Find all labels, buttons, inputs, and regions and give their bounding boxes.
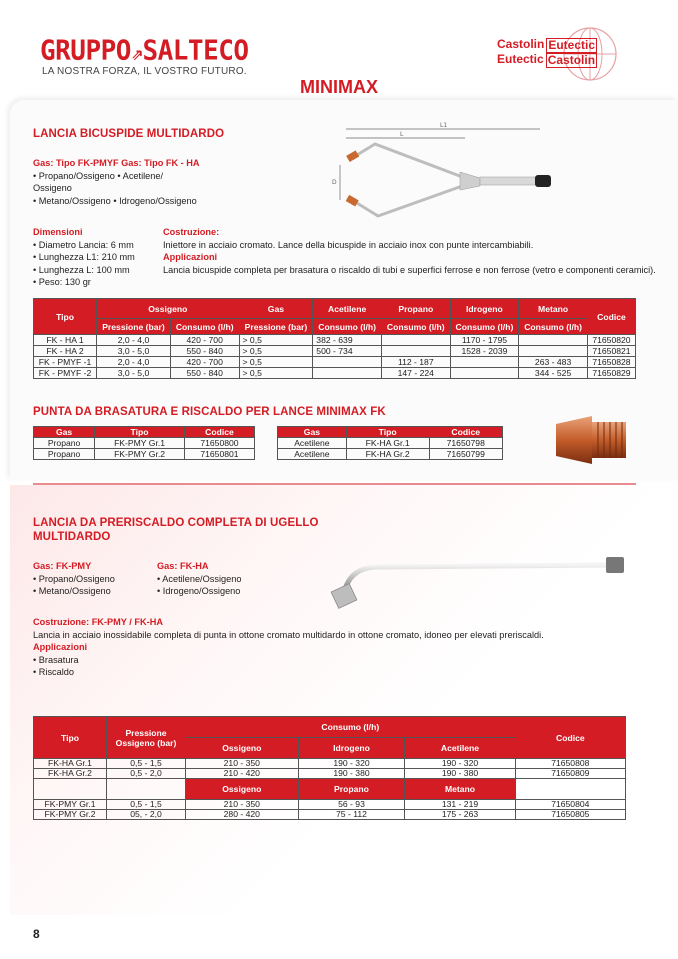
s1-appl-text: Lancia bicuspide completa per brasatura o riscaldo di tubi e superfici ferrose e non ferrose (vetro e componenti ceramici). xyxy=(163,264,656,275)
s3-gas1-item-1: • Propano/Ossigeno xyxy=(33,573,115,584)
cell: 131 - 219 xyxy=(405,800,515,810)
cell: 420 - 700 xyxy=(170,335,239,346)
cell: FK-PMY Gr.2 xyxy=(34,810,107,820)
cell: 210 - 420 xyxy=(186,769,299,779)
cell: 71650828 xyxy=(587,357,635,368)
table-row xyxy=(34,810,626,820)
table-row xyxy=(34,368,636,379)
cell: FK-HA Gr.1 xyxy=(346,438,429,449)
title-line-2: MULTIDARDO xyxy=(33,531,111,543)
cell: 382 - 639 xyxy=(313,335,382,346)
cell: 550 - 840 xyxy=(170,346,239,357)
cell xyxy=(519,346,588,357)
s1-costr-text: Iniettore in acciaio cromato. Lance della bicuspide in acciaio inox con punte intercambiabili. xyxy=(163,239,534,250)
cell xyxy=(381,335,450,346)
cell: > 0,5 xyxy=(239,335,313,346)
s1-dim-1: • Diametro Lancia: 6 mm xyxy=(33,239,134,250)
s3-appl-item-2: • Riscaldo xyxy=(33,667,75,678)
cell: 71650809 xyxy=(515,769,625,779)
th-propano: Propano xyxy=(298,779,405,800)
s1-gas-line: Gas: Tipo FK-PMYF Gas: Tipo FK - HA xyxy=(33,158,200,168)
th-sub-2: Consumo (l/h) xyxy=(170,319,239,335)
cell: FK - HA 2 xyxy=(34,346,97,357)
table-row xyxy=(34,357,636,368)
th-propano: Propano xyxy=(381,299,450,319)
th-acetilene: Acetilene xyxy=(405,738,515,759)
cell-empty xyxy=(34,779,107,800)
cell: FK-PMY Gr.1 xyxy=(95,438,185,449)
cell: 0,5 - 2,0 xyxy=(107,769,186,779)
cell xyxy=(313,357,382,368)
brand-castolin-2: Castolin xyxy=(547,53,596,67)
cell: 1528 - 2039 xyxy=(450,346,519,357)
cell: 280 - 420 xyxy=(186,810,299,820)
cell: 190 - 380 xyxy=(405,769,515,779)
cell: 190 - 380 xyxy=(298,769,405,779)
cell: 210 - 350 xyxy=(186,759,299,769)
cell: 190 - 320 xyxy=(405,759,515,769)
table-bicuspide xyxy=(33,298,636,379)
cell: 71650798 xyxy=(429,438,503,449)
cell: 147 - 224 xyxy=(381,368,450,379)
cell: 56 - 93 xyxy=(298,800,405,810)
th-metano: Metano xyxy=(519,299,588,319)
dim-l-label: L xyxy=(400,131,404,138)
cell: Propano xyxy=(34,438,95,449)
brand-eutectic: Eutectic xyxy=(548,38,596,52)
tagline: LA NOSTRA FORZA, IL VOSTRO FUTURO. xyxy=(42,66,247,77)
cell: FK-HA Gr.2 xyxy=(346,449,429,460)
th-metano: Metano xyxy=(405,779,515,800)
table-row xyxy=(34,335,636,346)
th-sub-6: Consumo (l/h) xyxy=(450,319,519,335)
th-gas: Gas xyxy=(278,427,347,438)
cell: FK - PMYF -1 xyxy=(34,357,97,368)
th-codice: Codice xyxy=(587,299,635,335)
cell-empty xyxy=(515,779,625,800)
s3-gas-ha xyxy=(157,560,241,598)
s1-gas-item-3: • Metano/Ossigeno • Idrogeno/Ossigeno xyxy=(33,195,197,206)
s1-dim-4: • Peso: 130 gr xyxy=(33,277,91,288)
cell: 71650801 xyxy=(184,449,254,460)
table-row xyxy=(34,800,626,810)
th-idrogeno: Idrogeno xyxy=(450,299,519,319)
s1-dim-label: Dimensioni xyxy=(33,227,83,237)
th-acetilene: Acetilene xyxy=(313,299,382,319)
cell: FK-PMY Gr.1 xyxy=(34,800,107,810)
th-ossigeno: Ossigeno xyxy=(186,738,299,759)
cell: FK - PMYF -2 xyxy=(34,368,97,379)
cell: 71650804 xyxy=(515,800,625,810)
table-row xyxy=(34,759,626,769)
cell: 71650805 xyxy=(515,810,625,820)
s1-gas-item-2: Ossigeno xyxy=(33,183,72,194)
cell: 71650799 xyxy=(429,449,503,460)
s1-gas-item-1: • Propano/Ossigeno • Acetilene/ xyxy=(33,170,164,181)
table-row xyxy=(278,438,503,449)
cell: FK - HA 1 xyxy=(34,335,97,346)
s3-costr-text: Lancia in acciaio inossidabile completa di punta in ottone cromato multidardo in ottone cromato, idoneo per elevati preriscaldi. xyxy=(33,629,544,640)
cell: Acetilene xyxy=(278,438,347,449)
th-sub-5: Consumo (l/h) xyxy=(381,319,450,335)
table-row xyxy=(34,438,255,449)
cell: 2,0 - 4,0 xyxy=(97,357,171,368)
cell: > 0,5 xyxy=(239,368,313,379)
cell: 05, - 2,0 xyxy=(107,810,186,820)
s1-costr-label: Costruzione: xyxy=(163,227,220,237)
cell: 112 - 187 xyxy=(381,357,450,368)
title-punta-brasatura: PUNTA DA BRASATURA E RISCALDO PER LANCE MINIMAX FK xyxy=(33,406,386,418)
cell-empty xyxy=(107,779,186,800)
table-row xyxy=(34,346,636,357)
th-tipo: Tipo xyxy=(34,717,107,759)
th-idrogeno: Idrogeno xyxy=(298,738,405,759)
cell: 420 - 700 xyxy=(170,357,239,368)
cell: 2,0 - 4,0 xyxy=(97,335,171,346)
cell: FK-HA Gr.1 xyxy=(34,759,107,769)
th-sub-3: Pressione (bar) xyxy=(239,319,313,335)
cell: 263 - 483 xyxy=(519,357,588,368)
cell xyxy=(450,357,519,368)
table-row xyxy=(34,769,626,779)
cell: 71650829 xyxy=(587,368,635,379)
cell: 500 - 734 xyxy=(313,346,382,357)
brass-tip-image xyxy=(552,410,632,470)
dim-d-label: D xyxy=(332,179,337,186)
cell: Acetilene xyxy=(278,449,347,460)
cell xyxy=(313,368,382,379)
s1-dim-2: • Lunghezza L1: 210 mm xyxy=(33,252,135,263)
cell: 71650820 xyxy=(587,335,635,346)
th-consumo: Consumo (l/h) xyxy=(186,717,516,738)
table-punta-propano xyxy=(33,426,255,460)
th-ossigeno: Ossigeno xyxy=(97,299,239,319)
page-number: 8 xyxy=(33,927,40,941)
table-preriscaldo xyxy=(33,716,626,820)
cell: 3,0 - 5,0 xyxy=(97,368,171,379)
title-lancia-bicuspide: LANCIA BICUSPIDE MULTIDARDO xyxy=(33,128,225,140)
th-sub-7: Consumo (l/h) xyxy=(519,319,588,335)
title-lancia-preriscaldo xyxy=(33,516,319,544)
th-pressione-ossigeno: Pressione Ossigeno (bar) xyxy=(107,717,186,759)
table-punta-acetilene xyxy=(277,426,503,460)
cell: 1170 - 1795 xyxy=(450,335,519,346)
cell: 550 - 840 xyxy=(170,368,239,379)
th-sub-1: Pressione (bar) xyxy=(97,319,171,335)
cell: 190 - 320 xyxy=(298,759,405,769)
table-row xyxy=(34,449,255,460)
s1-dim-3: • Lunghezza L: 100 mm xyxy=(33,264,130,275)
cell: 71650800 xyxy=(184,438,254,449)
s3-gas2-label: Gas: FK-HA xyxy=(157,561,209,571)
s3-costr-label: Costruzione: FK-PMY / FK-HA xyxy=(33,617,163,627)
th-tipo: Tipo xyxy=(346,427,429,438)
cell: 71650821 xyxy=(587,346,635,357)
cell: 75 - 112 xyxy=(298,810,405,820)
cell: 210 - 350 xyxy=(186,800,299,810)
cell xyxy=(381,346,450,357)
s3-appl-label: Applicazioni xyxy=(33,642,88,653)
cell: > 0,5 xyxy=(239,357,313,368)
th-gas: Gas xyxy=(34,427,95,438)
s3-gas1-item-2: • Metano/Ossigeno xyxy=(33,586,111,597)
s3-gas2-item-1: • Acetilene/Ossigeno xyxy=(157,573,242,584)
th-sub-4: Consumo (l/h) xyxy=(313,319,382,335)
cell: 0,5 - 1,5 xyxy=(107,800,186,810)
preheating-torch-image xyxy=(330,545,630,615)
brand-eutectic-2: Eutectic xyxy=(497,52,544,66)
s3-gas1-label: Gas: FK-PMY xyxy=(33,561,92,571)
cell: 71650808 xyxy=(515,759,625,769)
table-row xyxy=(278,449,503,460)
cell xyxy=(519,335,588,346)
th-codice: Codice xyxy=(184,427,254,438)
s3-costruzione xyxy=(33,616,544,679)
th-ossigeno-2: Ossigeno xyxy=(186,779,299,800)
cell: > 0,5 xyxy=(239,346,313,357)
bicuspide-torch-image xyxy=(330,120,560,232)
s1-dimensions xyxy=(33,226,135,289)
dim-l1-label: L1 xyxy=(440,122,448,129)
th-codice: Codice xyxy=(515,717,625,759)
cell: 3,0 - 5,0 xyxy=(97,346,171,357)
th-codice: Codice xyxy=(429,427,503,438)
cell xyxy=(450,368,519,379)
castolin-eutectic-logo xyxy=(497,38,597,68)
gruppo-salteco-logo: GRUPPO⇗SALTECO xyxy=(40,35,249,67)
th-tipo: Tipo xyxy=(95,427,185,438)
cell: 175 - 263 xyxy=(405,810,515,820)
s1-gas-block xyxy=(33,157,200,207)
cell: FK-HA Gr.2 xyxy=(34,769,107,779)
cell: FK-PMY Gr.2 xyxy=(95,449,185,460)
s3-gas-pmy xyxy=(33,560,115,598)
s1-appl-label: Applicazioni xyxy=(163,252,218,263)
section-title-minimax: MINIMAX xyxy=(300,77,378,97)
s3-appl-item-1: • Brasatura xyxy=(33,654,79,665)
cell: 344 - 525 xyxy=(519,368,588,379)
cell: Propano xyxy=(34,449,95,460)
brand-castolin: Castolin xyxy=(497,37,545,51)
title-line-1: LANCIA DA PRERISCALDO COMPLETA DI UGELLO xyxy=(33,517,319,529)
s3-gas2-item-2: • Idrogeno/Ossigeno xyxy=(157,586,241,597)
th-tipo: Tipo xyxy=(34,299,97,335)
th-gas: Gas xyxy=(239,299,313,319)
cell: 0,5 - 1,5 xyxy=(107,759,186,769)
s1-costruzione xyxy=(163,226,656,276)
